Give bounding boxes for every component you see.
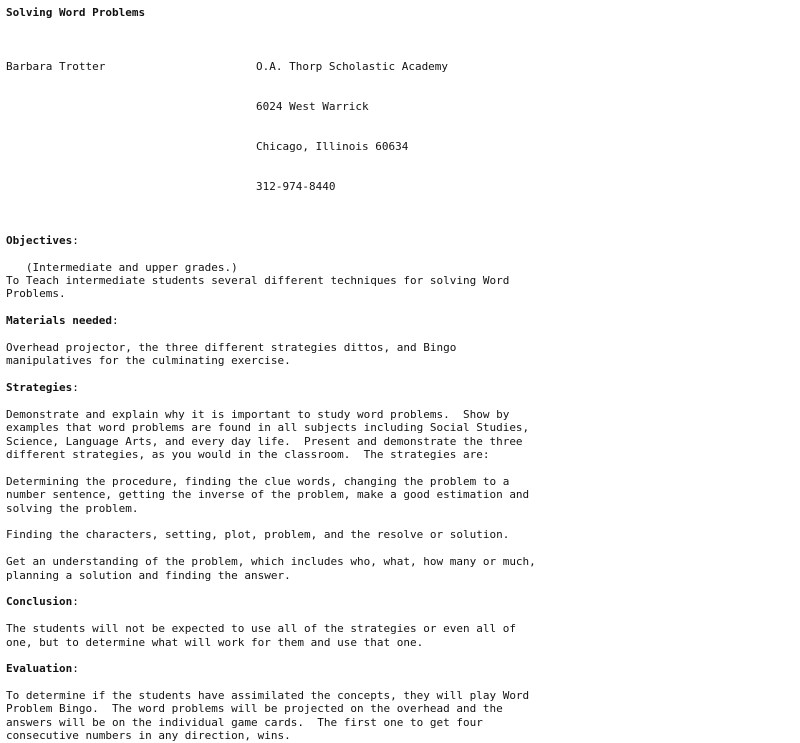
spacer [6,542,796,555]
strategies-line: examples that word problems are found in all subjects including Social Studies, [6,421,530,435]
objectives-line: To Teach intermediate students several different techniques for solving Word [6,273,510,287]
conclusion-heading-line: Conclusion: [6,595,79,609]
strategies-line: Get an understanding of the problem, which includes who, what, how many or much, [6,555,536,569]
document-title: Solving Word Problems [6,6,146,19]
street-address: 6024 West Warrick [256,99,369,113]
objectives-heading: Objectives [6,233,73,247]
objectives-heading-line: Objectives: [6,233,79,247]
author-address-block [6,33,796,221]
evaluation-heading: Evaluation [6,662,73,676]
spacer [6,649,796,662]
strategies-line: different strategies, as you would in the classroom. The strategies are: [6,448,490,462]
strategies-line: solving the problem. [6,501,139,515]
spacer [6,609,796,622]
spacer [6,247,796,260]
document [6,6,796,743]
phone-number: 312-974-8440 [256,180,336,194]
evaluation-heading-line: Evaluation: [6,662,79,676]
evaluation-line: consecutive numbers in any direction, wins. [6,729,291,743]
materials-heading: Materials needed [6,314,112,328]
spacer [6,220,796,233]
spacer [6,301,796,314]
materials-line: manipulatives for the culminating exercise. [6,354,291,368]
spacer [6,19,796,32]
materials-heading-line: Materials needed: [6,314,119,328]
strategies-heading: Strategies [6,381,73,395]
spacer [6,582,796,595]
conclusion-line: The students will not be expected to use all of the strategies or even all of [6,622,516,636]
spacer [6,368,796,381]
evaluation-line: Problem Bingo. The word problems will be projected on the overhead and the [6,702,503,716]
strategies-heading-line: Strategies: [6,381,79,395]
conclusion-line: one, but to determine what will work for them and use that one. [6,635,424,649]
spacer [6,676,796,689]
strategies-line: Demonstrate and explain why it is important to study word problems. Show by [6,407,510,421]
strategies-line: Science, Language Arts, and every day life. Present and demonstrate the three [6,434,523,448]
strategies-line: Determining the procedure, finding the clue words, changing the problem to a [6,474,510,488]
spacer [6,515,796,528]
spacer [6,461,796,474]
strategies-line: number sentence, getting the inverse of the problem, make a good estimation and [6,488,530,502]
materials-line: Overhead projector, the three different strategies dittos, and Bingo [6,340,457,354]
objectives-line: Problems. [6,287,66,301]
objectives-line: (Intermediate and upper grades.) [6,260,238,274]
school-name: O.A. Thorp Scholastic Academy [256,59,449,73]
strategies-line: planning a solution and finding the answer. [6,568,291,582]
evaluation-line: answers will be on the individual game cards. The first one to get four [6,715,483,729]
author-name: Barbara Trotter [6,59,106,73]
strategies-line: Finding the characters, setting, plot, problem, and the resolve or solution. [6,528,510,542]
conclusion-heading: Conclusion [6,595,73,609]
school-address [256,33,448,221]
city-state-zip: Chicago, Illinois 60634 [256,140,409,153]
spacer [6,328,796,341]
spacer [6,394,796,407]
evaluation-line: To determine if the students have assimilated the concepts, they will play Word [6,689,530,703]
